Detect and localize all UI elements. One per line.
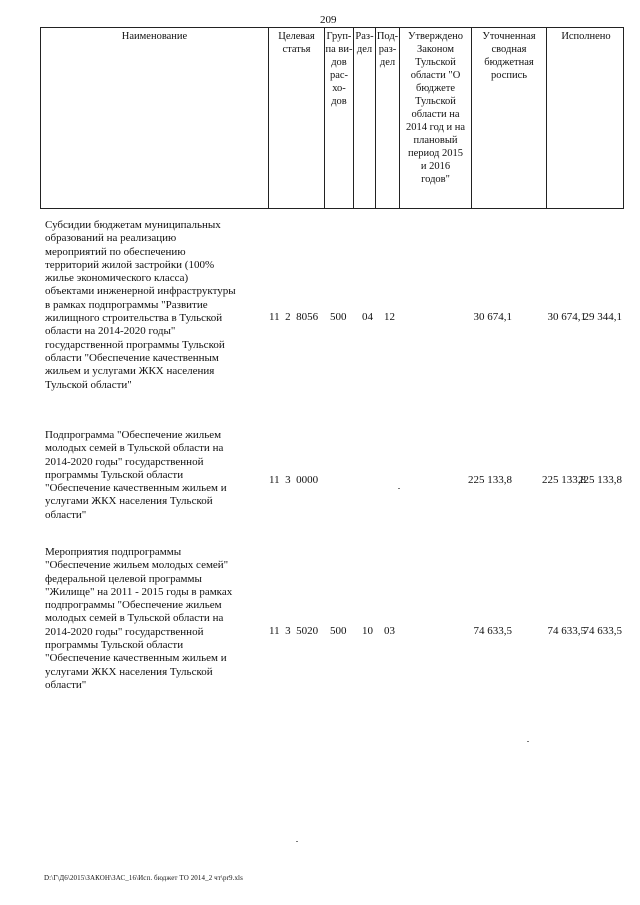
header-line: Груп- — [326, 31, 352, 42]
header-approved — [399, 28, 471, 208]
row-section: 10 — [362, 625, 373, 637]
row-name-line: жильем и услугами ЖКХ населения — [45, 365, 215, 378]
header-expense-group — [324, 28, 353, 208]
row-name-line: области" — [45, 678, 87, 691]
header-section — [353, 28, 375, 208]
header-line: Тульской — [415, 57, 456, 68]
scan-speck — [296, 841, 298, 842]
header-line: Тульской — [415, 96, 456, 107]
row-name-line: услугами ЖКХ населения Тульской — [45, 495, 213, 508]
header-line: роспись — [490, 70, 528, 81]
row-name-line: молодых семей в Тульской области на — [45, 612, 224, 625]
header-line: 2014 год и на — [405, 122, 466, 133]
row-name-line: программы Тульской области — [45, 468, 184, 481]
row-name — [45, 219, 267, 392]
row-section: 04 — [362, 311, 373, 323]
header-line: дел — [356, 44, 373, 55]
header-line: хо- — [332, 83, 346, 94]
row-name-line: Подпрограмма "Обеспечение жильем — [45, 429, 222, 441]
table-row — [40, 219, 630, 419]
header-line: статья — [282, 44, 311, 55]
row-name-line: услугами ЖКХ населения Тульской — [45, 665, 213, 678]
file-path-footer: D:\Г\Д6\2015\ЗАКОН\ЗАС_16\Исп. бюджет ТО 2014_2 чт\pr9.xls — [44, 874, 243, 882]
header-target — [268, 28, 324, 208]
header-line: рас- — [329, 70, 349, 81]
row-name-line: молодых семей в Тульской области на — [45, 442, 224, 455]
row-name-line: Субсидии бюджетам муниципальных — [45, 219, 221, 231]
row-approved: 225 133,8 — [468, 474, 512, 486]
header-subsection — [375, 28, 399, 208]
row-name — [45, 546, 267, 692]
row-name-line: в рамках подпрограммы "Развитие — [45, 298, 208, 311]
row-name — [45, 429, 267, 522]
row-group: 500 — [330, 311, 347, 323]
header-line: плановый — [413, 135, 458, 146]
header-line: годов" — [421, 174, 450, 185]
header-line: Законом — [416, 44, 455, 55]
row-approved: 30 674,1 — [473, 311, 512, 323]
table-header — [40, 27, 624, 209]
row-name-line: Тульской области" — [45, 378, 132, 391]
row-subsection: 12 — [384, 311, 395, 323]
row-name-line: Мероприятия подпрограммы — [45, 546, 182, 558]
header-line: Исполнено — [561, 31, 611, 42]
row-name-line: области на 2014-2020 годы" — [45, 325, 176, 338]
header-refined — [471, 28, 546, 208]
header-line: период 2015 — [407, 148, 464, 159]
scan-speck — [527, 741, 529, 742]
header-line: дел — [379, 57, 396, 68]
header-line: бюджете — [415, 83, 456, 94]
row-name-line: 2014-2020 годы" государственной — [45, 625, 204, 638]
row-refined: 225 133,8 — [542, 474, 586, 486]
header-name-text: Наименование — [121, 31, 188, 42]
row-group: 500 — [330, 625, 347, 637]
header-line: Уточненная — [482, 31, 536, 42]
row-name-line: области" — [45, 508, 87, 521]
scan-speck — [398, 488, 400, 489]
header-line: раз- — [378, 44, 397, 55]
row-name-line: территорий жилой застройки (100% — [45, 258, 215, 271]
header-line: бюджетная — [484, 57, 534, 68]
header-line: области на — [411, 109, 460, 120]
header-line: дов — [331, 57, 347, 68]
header-line: па ви- — [325, 44, 353, 55]
row-name-line: "Обеспечение качественным жильем и — [45, 652, 227, 665]
page-number: 209 — [320, 14, 337, 26]
row-target: 11 3 5020 — [269, 625, 319, 637]
row-name-line: государственной программы Тульской — [45, 338, 225, 351]
row-refined: 74 633,5 — [547, 625, 586, 637]
row-target: 11 3 0000 — [269, 474, 319, 486]
row-name-line: мероприятий по обеспечению — [45, 245, 186, 258]
row-name-line: "Обеспечение качественным жильем и — [45, 482, 227, 495]
row-name-line: "Обеспечение жильем молодых семей" — [45, 559, 229, 572]
header-name — [41, 28, 268, 208]
header-executed — [546, 28, 625, 208]
table-row — [40, 546, 630, 716]
row-executed: 29 344,1 — [583, 311, 622, 323]
row-name-line: федеральной целевой программы — [45, 572, 202, 585]
row-executed: 74 633,5 — [583, 625, 622, 637]
row-name-line: жилье экономического класса) — [45, 272, 189, 285]
row-refined: 30 674,1 — [547, 311, 586, 323]
row-name-line: жилищного строительства в Тульской — [45, 312, 223, 325]
row-approved: 74 633,5 — [473, 625, 512, 637]
header-line: и 2016 — [420, 161, 451, 172]
header-line: Под- — [376, 31, 399, 42]
row-name-line: области "Обеспечение качественным — [45, 351, 219, 364]
header-line: дов — [331, 96, 347, 107]
row-name-line: образований на реализацию — [45, 232, 177, 245]
header-line: Утверждено — [408, 31, 463, 42]
header-line: Целевая — [278, 31, 315, 42]
row-name-line: подпрограммы "Обеспечение жильем — [45, 599, 222, 612]
row-subsection: 03 — [384, 625, 395, 637]
header-line: Раз- — [355, 31, 374, 42]
row-executed: 225 133,8 — [578, 474, 622, 486]
row-name-line: "Жилище" на 2011 - 2015 годы в рамках — [45, 585, 233, 598]
row-name-line: 2014-2020 годы" государственной — [45, 455, 204, 468]
table-row — [40, 429, 630, 529]
row-name-line: объектами инженерной инфраструктуры — [45, 285, 236, 298]
header-line: области "О — [410, 70, 461, 81]
header-line: сводная — [491, 44, 527, 55]
row-target: 11 2 8056 — [269, 311, 319, 323]
row-name-line: программы Тульской области — [45, 639, 184, 652]
